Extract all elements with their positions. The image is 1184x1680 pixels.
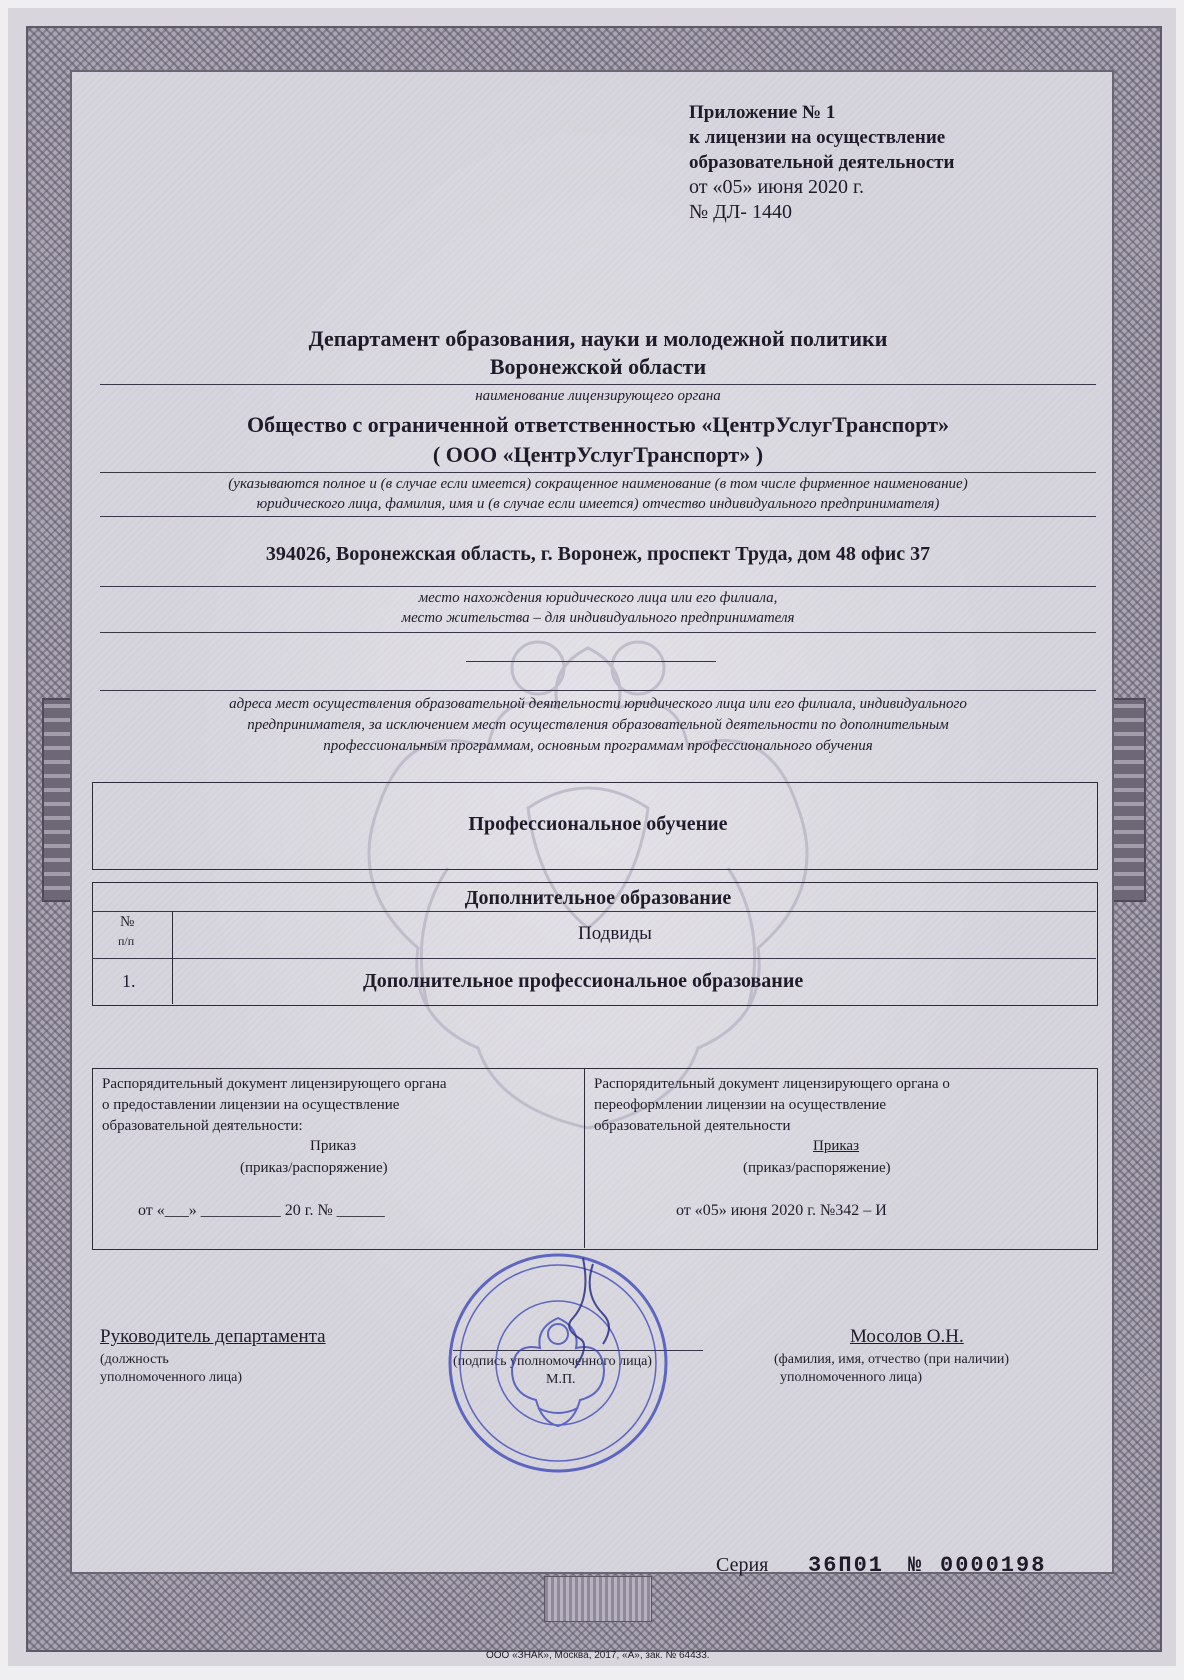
order-right-date: от «05» июня 2020 г. №342 – И [676,1202,887,1219]
appendix-number: № ДЛ- 1440 [689,201,792,223]
additional-education-title: Дополнительное образование [464,887,732,909]
appendix-date: от «05» июня 2020 г. [689,176,864,198]
order-left-line: образовательной деятельности: [102,1118,303,1134]
row-number: 1. [122,971,136,991]
signature-caption: (подпись уполномоченного лица) [453,1354,652,1369]
divider [100,472,1096,473]
professional-training-title: Профессиональное обучение [468,813,728,835]
appendix-line: к лицензии на осуществление [689,127,946,148]
appendix-title: Приложение № 1 [689,102,836,123]
authority-caption: наименование лицензирующего органа [475,388,721,404]
places-caption-1: адреса мест осуществления образовательной деятельности юридического лица или его филиала, индивидуального [229,696,967,712]
table-col-divider [172,911,173,1004]
order-left-text [102,1074,447,1137]
divider [100,586,1096,587]
name-caption-1: (фамилия, имя, отчество (при наличии) [774,1352,1010,1367]
serial-label: Серия [716,1554,769,1576]
order-left-date: от «___» __________ 20 г. № ______ [138,1202,385,1219]
divider [100,690,1096,691]
printer-imprint: ООО «ЗНАК», Москва, 2017, «А», зак. № 64433. [486,1650,710,1661]
order-right-type-caption: (приказ/распоряжение) [743,1160,891,1176]
security-hologram-strip [544,1576,652,1622]
address-caption-2: место жительства – для индивидуального предпринимателя [401,610,795,626]
authority-name-line1: Департамент образования, науки и молодежной политики [308,326,888,351]
divider [100,516,1096,517]
order-left-line: Распорядительный документ лицензирующего органа [102,1076,447,1092]
official-seal-stamp [443,1248,673,1478]
signer-name: Мосолов О.Н. [850,1326,964,1347]
licensee-full-name: Общество с ограниченной ответственностью «ЦентрУслугТранспорт» [246,412,950,437]
row-subtype-name: Дополнительное профессиональное образование [363,970,804,992]
position-caption-1: (должность [100,1352,169,1367]
authority-name-line2: Воронежской области [489,354,707,379]
serial-number: 0000198 [940,1553,1047,1578]
divider [100,632,1096,633]
table-rule [92,911,1096,912]
appendix-line: образовательной деятельности [689,152,955,173]
number-sign: № [908,1553,924,1578]
order-left-type-caption: (приказ/распоряжение) [240,1160,388,1176]
places-caption-2: предпринимателя, за исключением мест осуществления образовательной деятельности по дополнительным [247,717,949,733]
order-right-type: Приказ [813,1138,860,1154]
order-right-text [594,1074,950,1137]
orders-divider [584,1068,585,1248]
order-left-line: о предоставлении лицензии на осуществление [102,1097,400,1113]
appendix-header [689,100,954,225]
divider [100,384,1096,385]
licensee-caption-1: (указываются полное и (в случае если имеется) сокращенное наименование (в том числе фирменное наименование) [228,476,968,492]
legal-address: 394026, Воронежская область, г. Воронеж, проспект Труда, дом 48 офис 37 [265,543,931,565]
order-right-line: переоформлении лицензии на осуществление [594,1097,887,1113]
licensee-caption-2: юридического лица, фамилия, имя и (в случае если имеется) отчество индивидуального предпринимателя) [256,496,940,512]
licensee-short-name: ( ООО «ЦентрУслугТранспорт» ) [432,442,764,467]
col-number-subheader: п/п [118,934,135,948]
name-caption-2: уполномоченного лица) [780,1370,922,1385]
order-right-line: Распорядительный документ лицензирующего органа о [594,1076,950,1092]
order-left-type: Приказ [310,1138,357,1154]
license-sheet [8,8,1176,1666]
position-caption-2: уполномоченного лица) [100,1370,242,1385]
blank-place-line [466,661,716,662]
col-subtypes-header: Подвиды [578,923,652,944]
signer-position: Руководитель департамента [100,1326,326,1347]
places-caption-3: профессиональным программам, основным программам профессионального обучения [323,738,873,754]
order-right-line: образовательной деятельности [594,1118,791,1134]
col-number-header: № [120,914,135,930]
table-rule [92,958,1096,959]
seal-place-label: М.П. [546,1372,576,1387]
serial-series: 36П01 [808,1553,885,1578]
address-caption-1: место нахождения юридического лица или его филиала, [418,590,778,606]
